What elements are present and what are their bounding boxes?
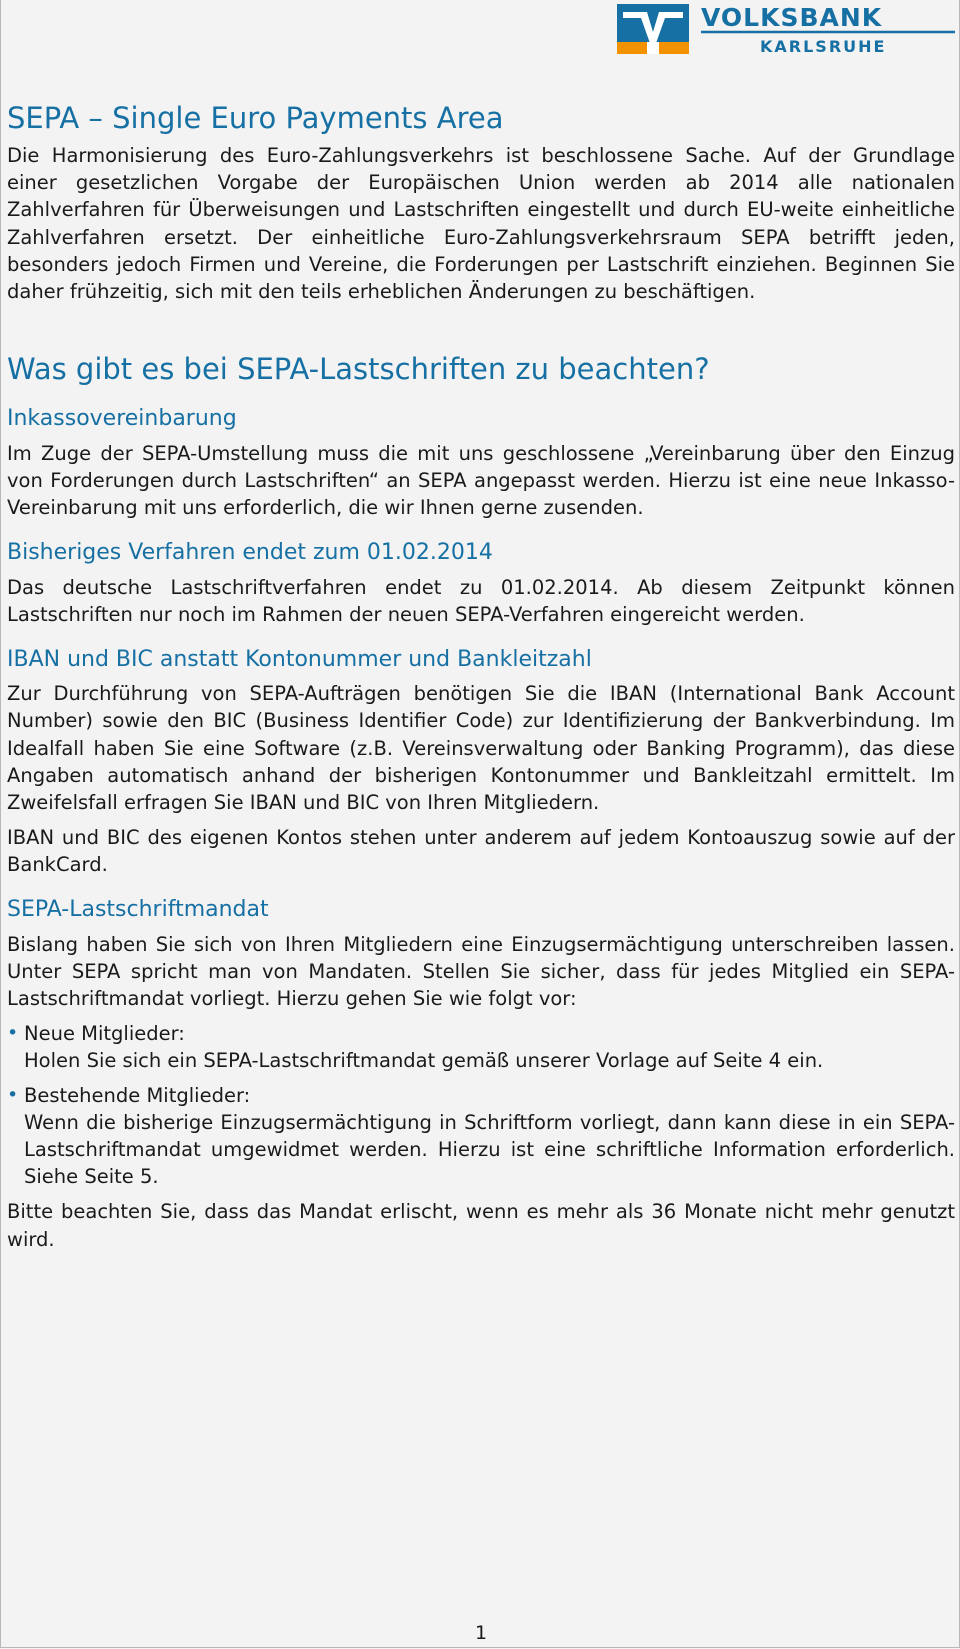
bullet-label: Bestehende Mitglieder:	[24, 1084, 251, 1108]
bullet-text: Holen Sie sich ein SEPA-Lastschriftmandat gemäß unserer Vorlage auf Seite 4 ein.	[24, 1048, 824, 1072]
paragraph-iban-bic-1: Zur Durchführung von SEPA-Aufträgen benötigen Sie die IBAN (International Bank Account Number) sowie den BIC (Business Identifier Code) zur Identifizierung der Bankverbindung. Im Idealfall haben Sie eine Software (z.B. Vereinsverwaltung oder Banking Programm), das diese Angaben automatisch anhand der bisherigen Kontonummer und Bankleitzahl ermittelt. Im Zweifelsfall erfragen Sie IBAN und BIC von Ihren Mitgliedern.	[7, 682, 955, 814]
closing-paragraph: Bitte beachten Sie, dass das Mandat erlischt, wenn es mehr als 36 Monate nicht mehr genutzt wird.	[7, 1200, 955, 1251]
logo-name-line1: VOLKSBANK	[701, 3, 883, 32]
paragraph-iban-bic-2: IBAN und BIC des eigenen Kontos stehen unter anderem auf jedem Kontoauszug sowie auf der BankCard.	[7, 825, 955, 876]
volksbank-logo-graphic	[617, 2, 957, 58]
subheading-inkasso: Inkassovereinbarung	[7, 406, 237, 432]
page-number: 1	[474, 1622, 488, 1644]
logo-name-line2: KARLSRUHE	[760, 37, 887, 56]
document-body	[7, 100, 955, 1261]
list-item	[7, 1082, 955, 1190]
subheading-verfahren: Bisheriges Verfahren endet zum 01.02.2014	[7, 539, 493, 565]
bullet-icon: •	[7, 1021, 19, 1044]
list-item	[7, 1020, 955, 1074]
page-title: SEPA – Single Euro Payments Area	[7, 101, 504, 135]
subheading-mandat: SEPA-Lastschriftmandat	[7, 896, 269, 922]
subheading-iban-bic: IBAN und BIC anstatt Kontonummer und Bankleitzahl	[7, 646, 592, 672]
volksbank-logo	[617, 2, 957, 58]
paragraph-mandat: Bislang haben Sie sich von Ihren Mitgliedern eine Einzugsermächtigung unterschreiben lassen. Unter SEPA spricht man von Mandaten. Stellen Sie sicher, dass für jedes Mitglied ein SEPA-Lastschriftmandat vorliegt. Hierzu gehen Sie wie folgt vor:	[7, 932, 955, 1010]
section-heading: Was gibt es bei SEPA-Lastschriften zu beachten?	[7, 351, 710, 386]
paragraph-inkasso: Im Zuge der SEPA-Umstellung muss die mit uns geschlossene „Vereinbarung über den Einzug von Forderungen durch Lastschriften“ an SEPA angepasst werden. Hierzu ist eine neue Inkasso-Vereinbarung mit uns erforderlich, die wir Ihnen gerne zusenden.	[7, 441, 955, 519]
paragraph-verfahren: Das deutsche Lastschriftverfahren endet zu 01.02.2014. Ab diesem Zeitpunkt können Lastschriften nur noch im Rahmen der neuen SEPA-Verfahren eingereicht werden.	[7, 575, 955, 626]
bullet-icon: •	[7, 1084, 19, 1107]
mandat-bullet-list	[7, 1020, 955, 1191]
bullet-label: Neue Mitglieder:	[24, 1021, 185, 1045]
bullet-text: Wenn die bisherige Einzugsermächtigung in Schriftform vorliegt, dann kann diese in ein SEPA-Lastschriftmandat umgewidmet werden. Hierzu ist eine schriftliche Information erforderlich. Siehe Seite 5.	[24, 1111, 955, 1189]
intro-paragraph: Die Harmonisierung des Euro-Zahlungsverkehrs ist beschlossene Sache. Auf der Grundlage einer gesetzlichen Vorgabe der Europäischen Union werden ab 2014 alle nationalen Zahlverfahren für Überweisungen und Lastschriften eingestellt und durch EU-weite einheitliche Zahlverfahren ersetzt. Der einheitliche Euro-Zahlungsverkehrsraum SEPA betrifft jeden, besonders jedoch Firmen und Vereine, die Forderungen per Lastschrift einziehen. Beginnen Sie daher frühzeitig, sich mit den teils erheblichen Änderungen zu beschäftigen.	[7, 144, 955, 303]
logo-v-stem	[647, 42, 659, 54]
